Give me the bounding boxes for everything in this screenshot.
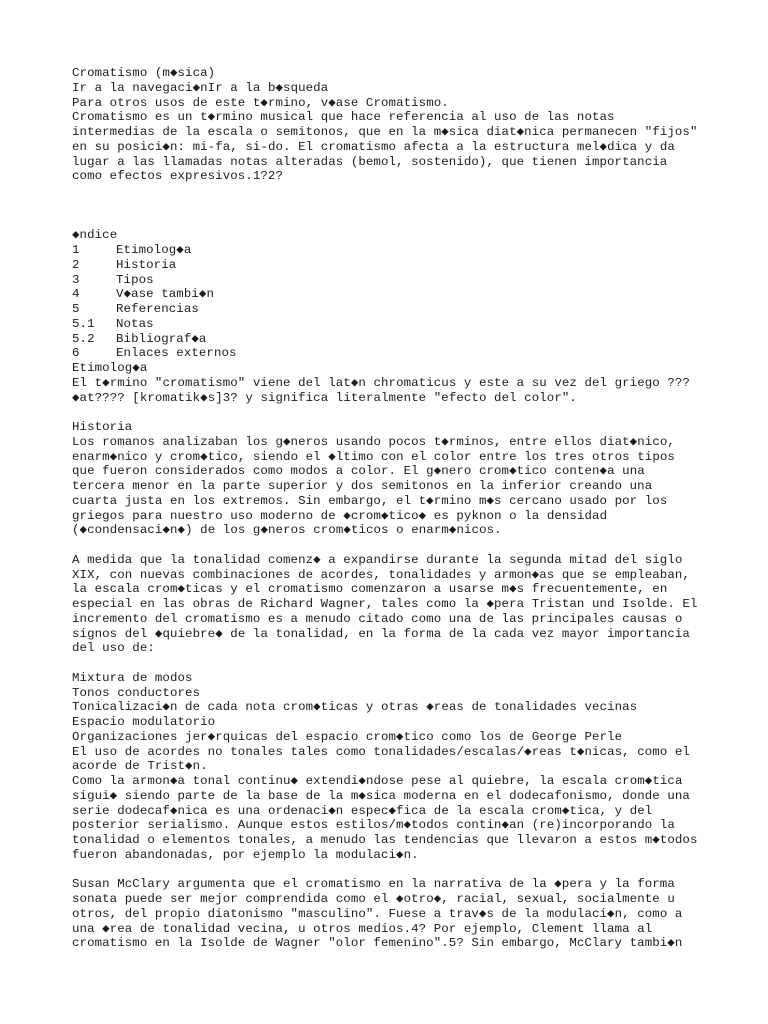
section-heading: Etimolog◆a: [72, 361, 148, 375]
text-line: una ◆rea de tonalidad vecina, u otros medios.4? Por ejemplo, Clement llama al: [72, 921, 653, 936]
text-line: intermedias de la escala o semitonos, que en la m◆sica diat◆nica permanecen "fijos": [72, 125, 698, 139]
text-line: sigui◆ siendo parte de la base de la m◆sica moderna en el dodecafonismo, donde una: [72, 788, 690, 803]
intro-paragraph: [72, 110, 712, 184]
toc-item-number: 5: [72, 302, 80, 316]
toc-item[interactable]: [72, 273, 712, 288]
toc-item[interactable]: [72, 302, 712, 317]
list-item: Tonos conductores: [72, 685, 201, 700]
text-line: cuarta justa en los extremos. Sin embargo, el t◆rmino m◆s cercano usado por los: [72, 493, 668, 508]
toc-item-label: Enlaces externos: [116, 346, 237, 361]
section-historia: [72, 420, 712, 951]
text-line: Cromatismo es un t◆rmino musical que hace referencia al uso de las notas: [72, 110, 615, 125]
text-line: signos del ◆quiebre◆ de la tonalidad, en la forma de la cada vez mayor importancia: [72, 626, 690, 641]
text-line: otros, del propio diatonismo "masculino". Fuese a trav◆s de la modulaci◆n, como a: [72, 906, 683, 921]
text-line: griegos para nuestro uso moderno de ◆crom◆tico◆ es pyknon o la densidad: [72, 508, 608, 523]
toc-item[interactable]: [72, 287, 712, 302]
toc-item[interactable]: [72, 243, 712, 258]
navigation-links[interactable]: Ir a la navegaci◆nIr a la b◆squeda: [72, 80, 329, 95]
toc-item-number: 5.2: [72, 331, 95, 346]
section-heading: Historia: [72, 420, 133, 434]
section-etimologia: [72, 361, 712, 405]
text-line: en su posici◆n: mi-fa, si-do. El cromatismo afecta a la estructura mel◆dica y da: [72, 139, 675, 154]
text-line: cromatismo en la Isolde de Wagner "olor femenino".5? Sin embargo, McClary tambi◆n: [72, 936, 683, 951]
toc-item[interactable]: [72, 317, 712, 332]
text-line: especial en las obras de Richard Wagner, tales como la ◆pera Tristan und Isolde. El: [72, 597, 698, 611]
list-item: Mixtura de modos: [72, 670, 193, 685]
text-line: tonalidad o elementos tonales, a menudo las tendencias que llevaron a estos m◆todos: [72, 833, 698, 847]
toc-item-label: Historia: [116, 257, 177, 272]
toc-item[interactable]: [72, 258, 712, 273]
document-page: [72, 66, 712, 951]
text-line: posterior serialismo. Aunque estos estilos/m◆todos contin◆an (re)incorporando la: [72, 818, 675, 833]
toc-item-number: 1: [72, 243, 80, 257]
text-line: que fueron considerados como modos a color. El g◆nero crom◆tico conten◆a una: [72, 464, 645, 479]
list-item: Tonicalizaci◆n de cada nota crom◆ticas y otras ◆reas de tonalidades vecinas: [72, 700, 638, 715]
toc-item-label: Etimolog◆a: [116, 243, 192, 257]
toc-item-number: 2: [72, 257, 80, 272]
list-item: Espacio modulatorio: [72, 715, 216, 729]
list-item: El uso de acordes no tonales tales como tonalidades/escalas/◆reas t◆nicas, como el: [72, 744, 690, 759]
text-line: lugar a las llamadas notas alteradas (bemol, sostenido), que tienen importancia: [72, 154, 668, 169]
toc-item-label: Bibliograf◆a: [116, 331, 207, 346]
text-line: enarm◆nico y crom◆tico, siendo el ◆ltimo con el color entre los tres otros tipos: [72, 449, 675, 464]
toc-heading: ◆ndice: [72, 228, 118, 243]
text-line: XIX, con nuevas combinaciones de acordes, tonalidades y armon◆as que se empleaban,: [72, 567, 690, 582]
text-line: Los romanos analizaban los g◆neros usando pocos t◆rminos, entre ellos diat◆nico,: [72, 434, 675, 449]
text-line: como efectos expresivos.1?2?: [72, 169, 283, 184]
text-line: El t◆rmino "cromatismo" viene del lat◆n chromaticus y este a su vez del griego ???: [72, 375, 690, 390]
text-line: sonata puede ser mejor comprendida como el ◆otro◆, racial, sexual, socialmente u: [72, 892, 675, 906]
disambiguation-note: Para otros usos de este t◆rmino, v◆ase Cromatismo.: [72, 95, 449, 110]
toc-item-label: Notas: [116, 316, 154, 331]
toc-item-label: Tipos: [116, 272, 154, 287]
toc-item-number: 5.1: [72, 316, 95, 331]
toc-item-label: V◆ase tambi◆n: [116, 287, 215, 302]
toc-item[interactable]: [72, 346, 712, 361]
text-line: la escala crom◆ticas y el cromatismo comenzaron a usarse m◆s frecuentemente, en: [72, 582, 668, 597]
text-line: Susan McClary argumenta que el cromatismo en la narrativa de la ◆pera y la forma: [72, 877, 675, 892]
toc-item-number: 4: [72, 287, 80, 302]
list-item: acorde de Trist◆n.: [72, 759, 208, 774]
table-of-contents: [72, 228, 712, 361]
text-line: tercera menor en la parte superior y dos semitonos en la inferior creando una: [72, 479, 653, 493]
page-title: Cromatismo (m◆sica): [72, 66, 216, 80]
toc-item[interactable]: [72, 332, 712, 347]
text-line: fueron abandonadas, por ejemplo la modulaci◆n.: [72, 847, 419, 862]
text-line: incremento del cromatismo es a menudo citado como una de las principales causas o: [72, 611, 683, 626]
text-line: ◆at???? [kromatik◆s]3? y significa literalmente "efecto del color".: [72, 390, 577, 405]
text-line: A medida que la tonalidad comenz◆ a expandirse durante la segunda mitad del siglo: [72, 552, 683, 567]
text-line: serie dodecaf◆nica es una ordenaci◆n espec◆fica de la escala crom◆tica, y del: [72, 803, 653, 818]
list-item: Organizaciones jer◆rquicas del espacio crom◆tico como los de George Perle: [72, 729, 623, 744]
toc-item-number: 3: [72, 272, 80, 287]
text-line: del uso de:: [72, 641, 155, 656]
text-line: (◆condensaci◆n◆) de los g◆neros crom◆ticos o enarm◆nicos.: [72, 523, 502, 538]
text-line: Como la armon◆a tonal continu◆ extendi◆ndose pese al quiebre, la escala crom◆tica: [72, 774, 683, 788]
toc-item-number: 6: [72, 346, 80, 361]
toc-item-label: Referencias: [116, 302, 199, 316]
